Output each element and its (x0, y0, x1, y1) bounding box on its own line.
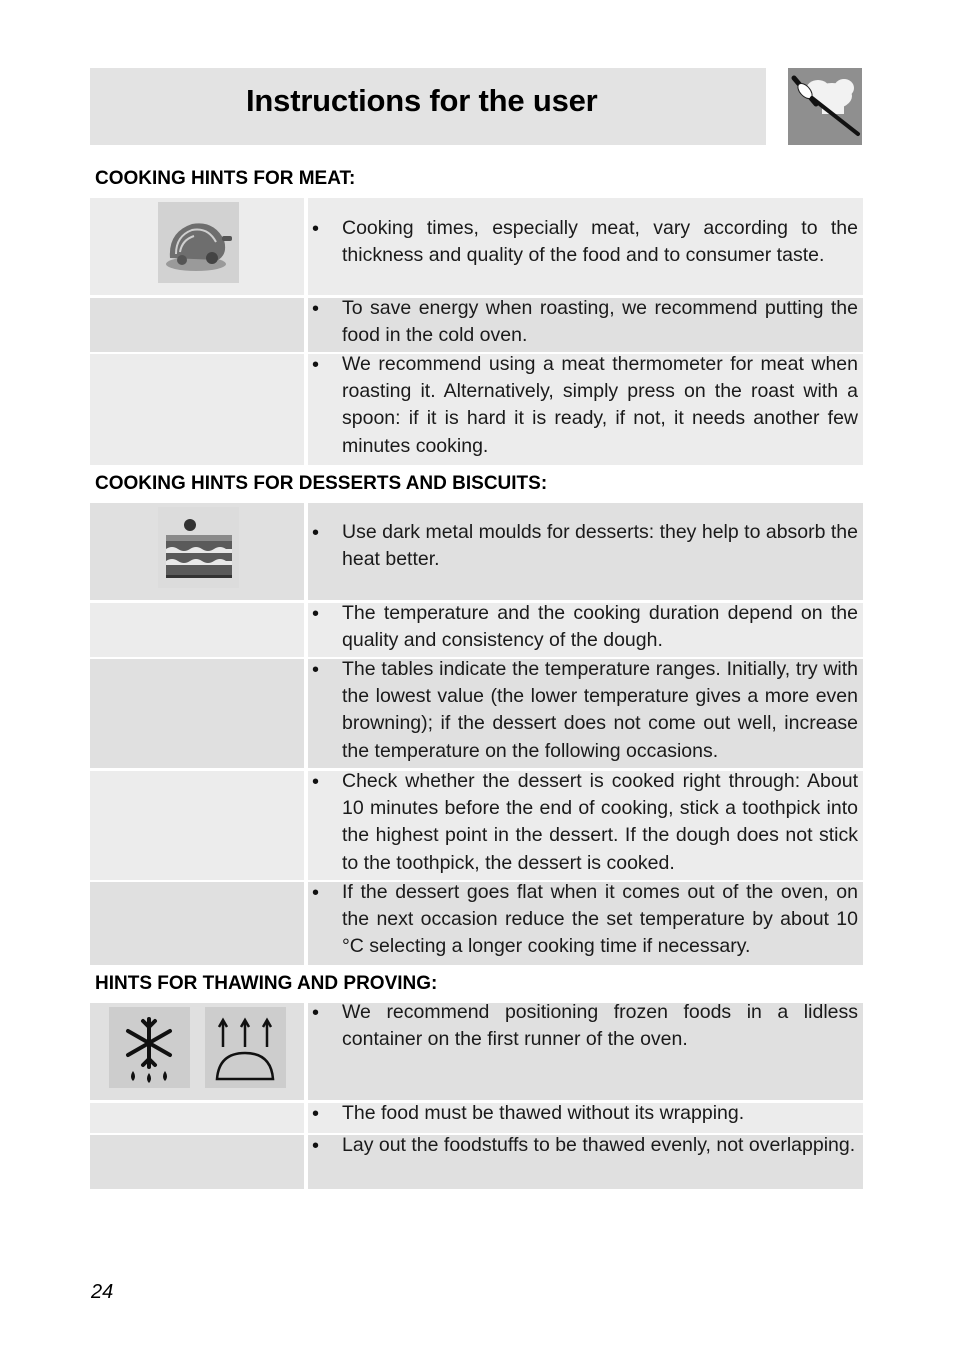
page-title: Instructions for the user (246, 83, 598, 118)
list-item (308, 771, 863, 880)
list-item-text: We recommend positioning frozen foods in a lidless container on the first runner of the oven. (342, 1001, 858, 1051)
list-item (308, 503, 863, 600)
list-item (308, 1135, 863, 1189)
bullet: • (312, 298, 320, 320)
roast-meat-icon (158, 202, 239, 283)
list-item (308, 603, 863, 657)
bullet: • (312, 771, 320, 793)
bullet: • (312, 218, 320, 240)
section-heading-desserts: COOKING HINTS FOR DESSERTS AND BISCUITS: (95, 473, 548, 494)
list-item (308, 659, 863, 768)
list-item (308, 882, 863, 965)
list-item-text: The tables indicate the temperature ranges. Initially, try with the lowest value (the lower temperature gives a more even browning); if the dessert does not come out well, increase the temperature on the following occasions. (342, 658, 858, 762)
section-heading-thawing: HINTS FOR THAWING AND PROVING: (95, 973, 438, 994)
bullet: • (312, 882, 320, 904)
list-item-text: The temperature and the cooking duration depend on the quality and consistency of the dough. (342, 602, 858, 652)
list-item (308, 198, 863, 295)
bullet: • (312, 603, 320, 625)
bullet: • (312, 354, 320, 376)
list-item-text: If the dessert goes flat when it comes out of the oven, on the next occasion reduce the set temperature by about 10 °C selecting a longer cooking time if necessary. (342, 881, 858, 958)
cake-slice-icon (158, 507, 239, 588)
icon-cell (90, 1135, 304, 1189)
list-item-text: Lay out the foodstuffs to be thawed evenly, not overlapping. (342, 1134, 856, 1156)
list-item-text: Cooking times, especially meat, vary according to the thickness and quality of the food and to consumer taste. (342, 217, 858, 267)
section-heading-meat: COOKING HINTS FOR MEAT: (95, 168, 356, 189)
bullet: • (312, 1002, 320, 1024)
bullet: • (312, 659, 320, 681)
page-number: 24 (91, 1281, 114, 1303)
list-item (308, 1103, 863, 1133)
list-item (308, 298, 863, 352)
icon-cell (90, 298, 304, 352)
bullet: • (312, 1135, 320, 1157)
list-item-text: Check whether the dessert is cooked right through: About 10 minutes before the end of cooking, stick a toothpick into the highest point in the dessert. If the dough does not stick to the toothpick, the dessert is cooked. (342, 770, 858, 874)
list-item-text: We recommend using a meat thermometer for meat when roasting it. Alternatively, simply press on the roast with a spoon: if it is hard it is ready, if not, it needs another few minutes cooking. (342, 353, 858, 457)
bullet: • (312, 522, 320, 544)
list-item-text: To save energy when roasting, we recommend putting the food in the cold oven. (342, 297, 858, 347)
list-item-text: Use dark metal moulds for desserts: they help to absorb the heat better. (342, 521, 858, 571)
list-item (308, 354, 863, 465)
list-item-text: The food must be thawed without its wrapping. (342, 1102, 745, 1124)
icon-cell (90, 1103, 304, 1133)
icon-cell (90, 354, 304, 465)
icon-cell (90, 603, 304, 657)
bullet: • (312, 1103, 320, 1125)
proving-dough-icon (205, 1007, 286, 1088)
icon-cell (90, 771, 304, 880)
icon-cell (90, 1003, 304, 1100)
thawing-snowflake-icon (109, 1007, 190, 1088)
icon-cell (90, 503, 304, 600)
icon-cell (90, 882, 304, 965)
chef-hat-spoon-icon (788, 68, 862, 145)
list-item (308, 1003, 863, 1100)
icon-cell (90, 198, 304, 295)
icon-cell (90, 659, 304, 768)
page-header (90, 68, 766, 145)
